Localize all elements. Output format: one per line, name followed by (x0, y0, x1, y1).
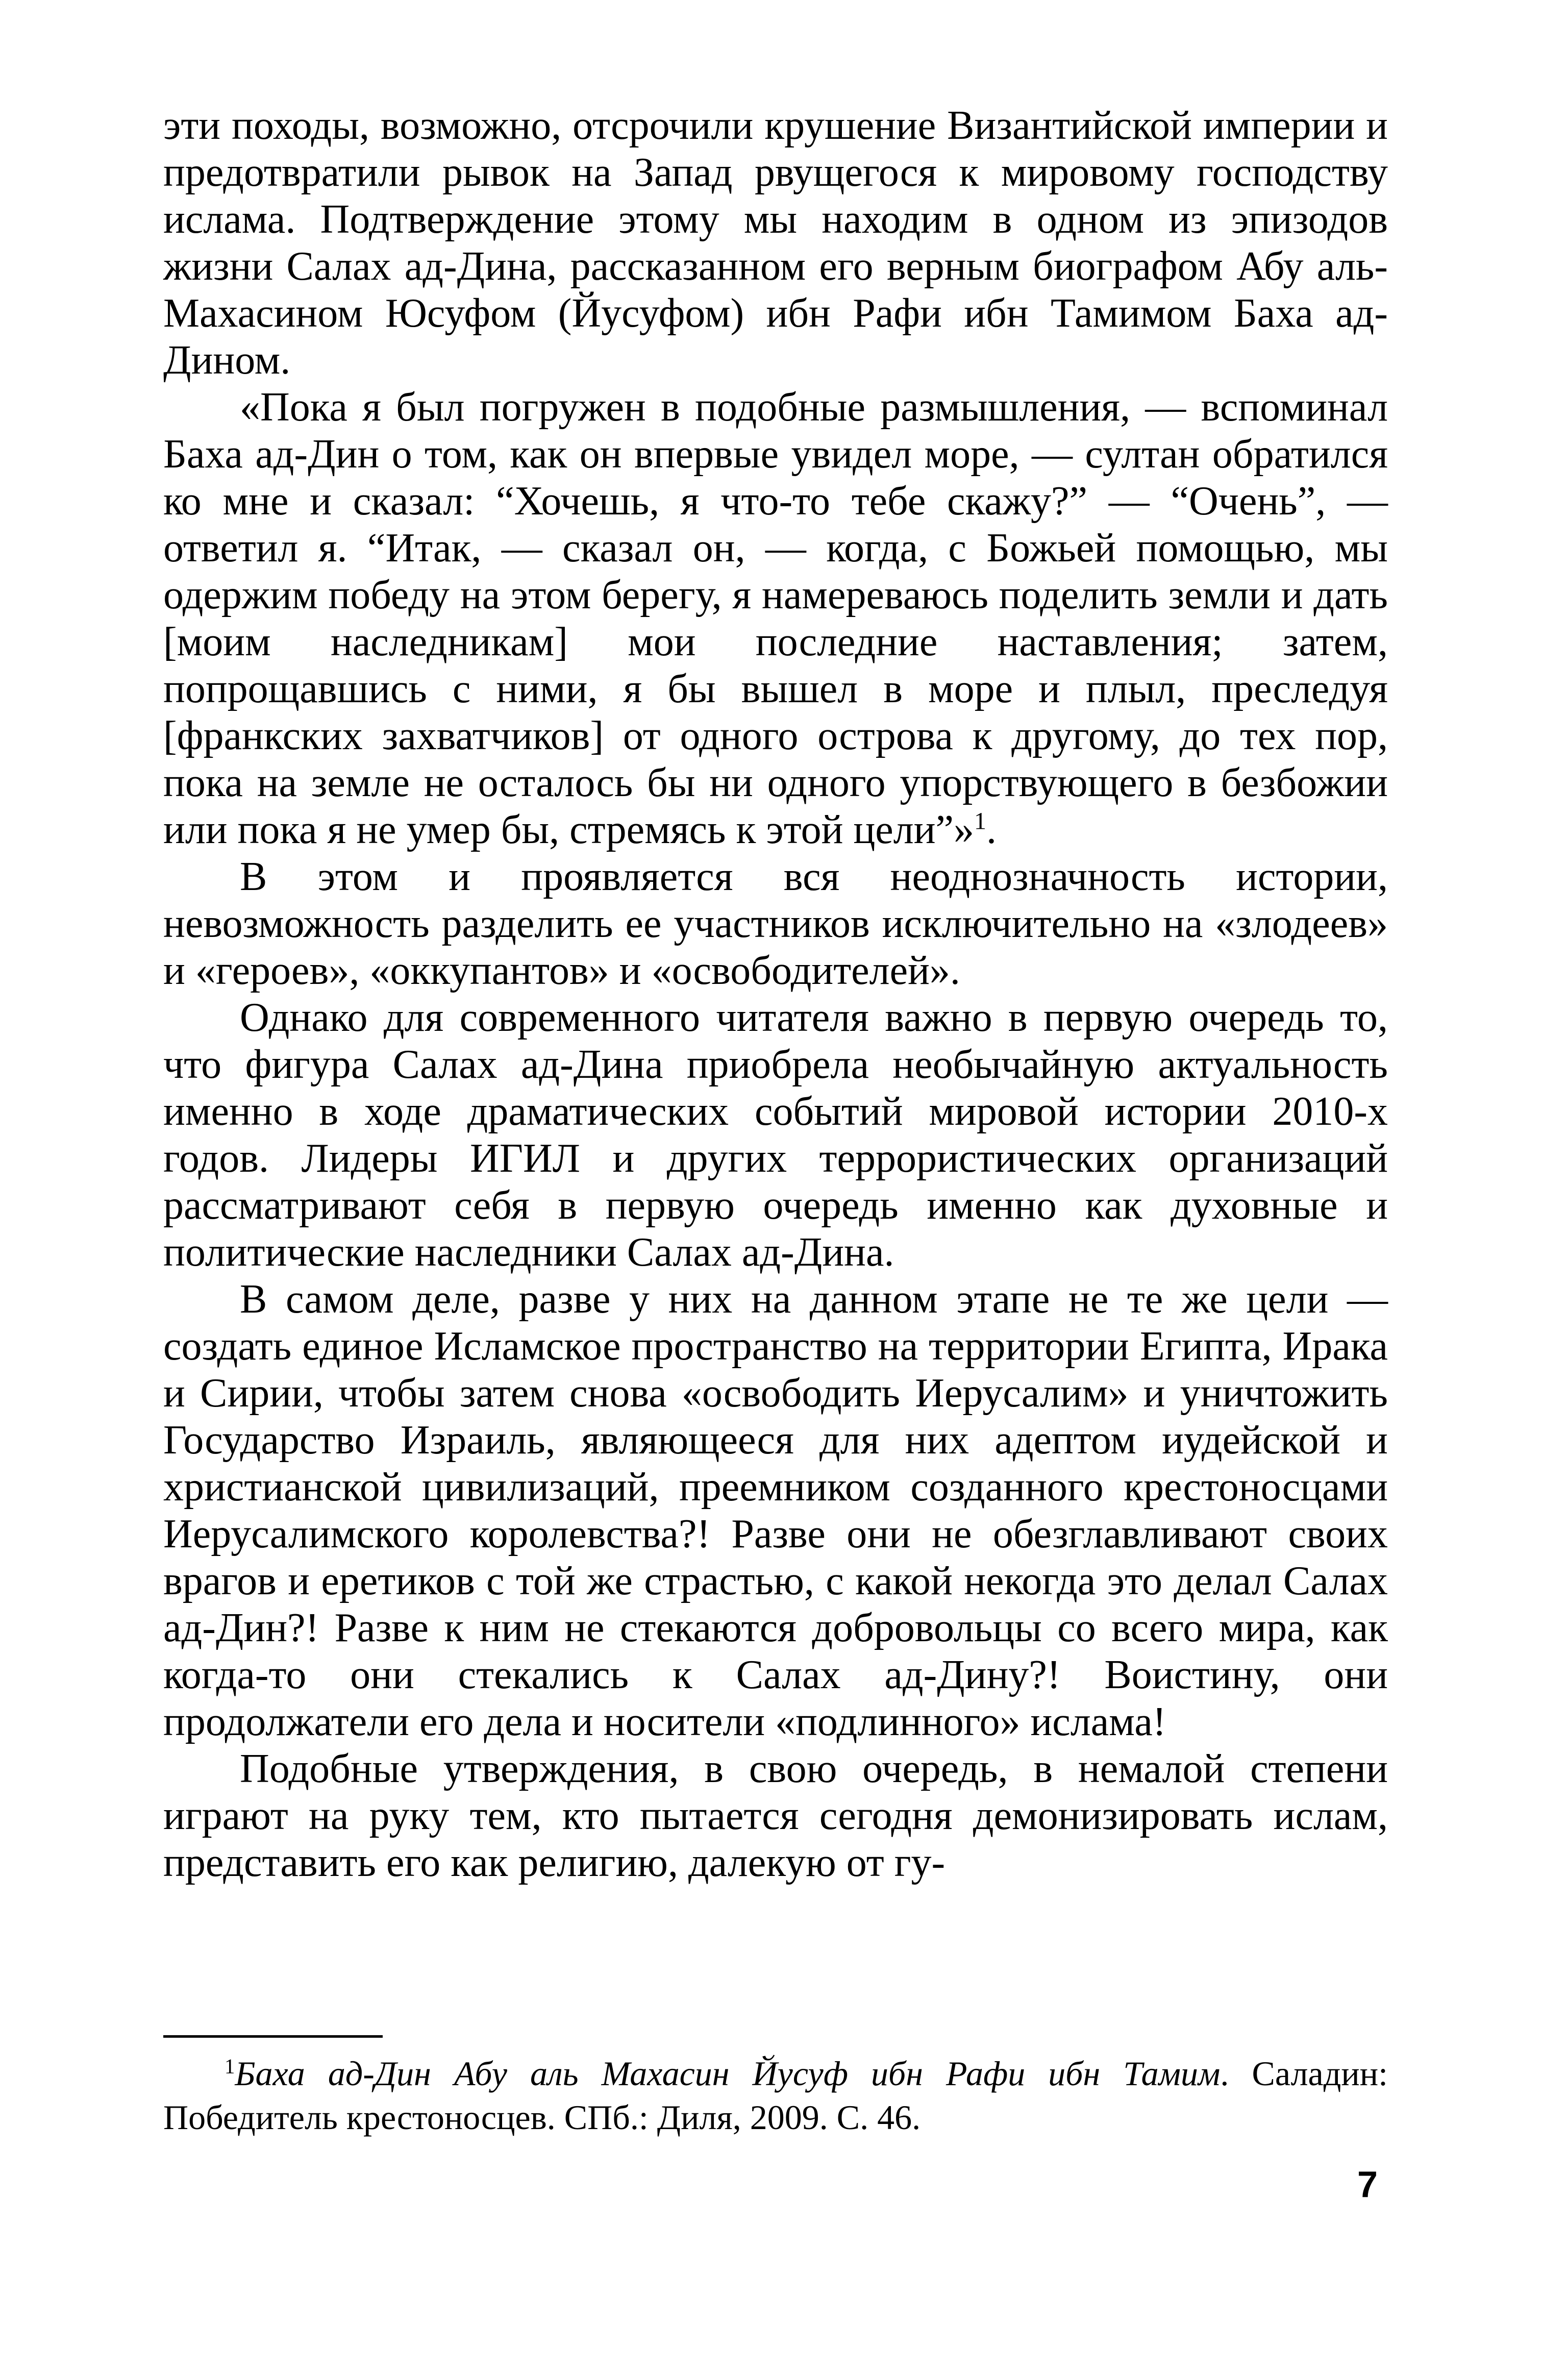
paragraph-5: В самом деле, разве у них на данном этапе не те же цели — создать единое Исламское пространство на территории Египта, Ирака и Сирии, чтобы затем снова «освободить Иерусалим» и уничтожить Государство Израиль, являющееся для них адептом иудейской и христианской цивилизаций, преемником созданного крестоносцами Иерусалимского королевства?! Разве они не обезглавливают своих врагов и еретиков с той же страстью, с какой некогда это делал Салах ад-Дин?! Разве к ним не стекаются добровольцы со всего мира, как когда-то они стекались к Салах ад-Дину?! Воистину, они продолжатели его дела и носители «подлинного» ислама! (163, 1277, 1388, 1744)
footnote (163, 2052, 1388, 2139)
paragraph-2-text: «Пока я был погружен в подобные размышления, — вспоминал Баха ад-Дин о том, как он впервые увидел море, — султан обратился ко мне и сказал: “Хочешь, я что-то тебе скажу?” — “Очень”, — ответил я. “Итак, — сказал он, — когда, с Божьей помощью, мы одержим победу на этом берегу, я намереваюсь поделить земли и дать [моим наследникам] мои последние наставления; затем, попрощавшись с ними, я бы вышел в море и плыл, преследуя [франкских захватчиков] от одного острова к другому, до тех пор, пока на земле не осталось бы ни одного упорствующего в безбожии или пока я не умер бы, стремясь к этой цели”» (163, 385, 1388, 852)
footnote-divider (163, 2035, 383, 2038)
paragraph-3: В этом и проявляется вся неоднозначность истории, невозможность разделить ее участников исключительно на «злодеев» и «героев», «оккупантов» и «освободителей». (163, 854, 1388, 993)
page-number: 7 (1357, 2164, 1378, 2205)
footnote-author: Баха ад-Дин Абу аль Махасин Йусуф ибн Рафи ибн Тамим (235, 2054, 1221, 2093)
footnote-reference[interactable]: 1 (974, 807, 987, 835)
footnote-marker: 1 (225, 2055, 235, 2078)
footnote-citation: . Саладин: Победитель крестоносцев. СПб.: Диля, 2009. С. 46. (163, 2054, 1388, 2137)
page-body (163, 102, 1388, 1886)
paragraph-4: Однако для современного читателя важно в первую очередь то, что фигура Салах ад-Дина приобрела необычайную актуальность именно в ходе драматических событий мировой истории 2010-х годов. Лидеры ИГИЛ и других террористических организаций рассматривают себя в первую очередь именно как духовные и политические наследники Салах ад-Дина. (163, 995, 1388, 1275)
paragraph-2: «Пока я был погружен в подобные размышления, — вспоминал Баха ад-Дин о том, как он впервые увидел море, — султан обратился ко мне и сказал: “Хочешь, я что-то тебе скажу?” — “Очень”, — ответил я. “Итак, — сказал он, — когда, с Божьей помощью, мы одержим победу на этом берегу, я намереваюсь поделить земли и дать [моим наследникам] мои последние наставления; затем, попрощавшись с ними, я бы вышел в море и плыл, преследуя [франкских захватчиков] от одного острова к другому, до тех пор, пока на земле не осталось бы ни одного упорствующего в безбожии или пока я не умер бы, стремясь к этой цели”»$^1$. (163, 385, 1388, 852)
paragraph-6: Подобные утверждения, в свою очередь, в немалой степени играют на руку тем, кто пытается сегодня демонизировать ислам, представить его как религию, далекую от гу- (163, 1746, 1388, 1885)
paragraph-1: эти походы, возможно, отсрочили крушение Византийской империи и предотвратили рывок на Запад рвущегося к мировому господству ислама. Подтверждение этому мы находим в одном из эпизодов жизни Салах ад-Дина, рассказанном его верным биографом Абу аль-Махасином Юсуфом (Йусуфом) ибн Рафи ибн Тамимом Баха ад-Дином. (163, 103, 1388, 383)
